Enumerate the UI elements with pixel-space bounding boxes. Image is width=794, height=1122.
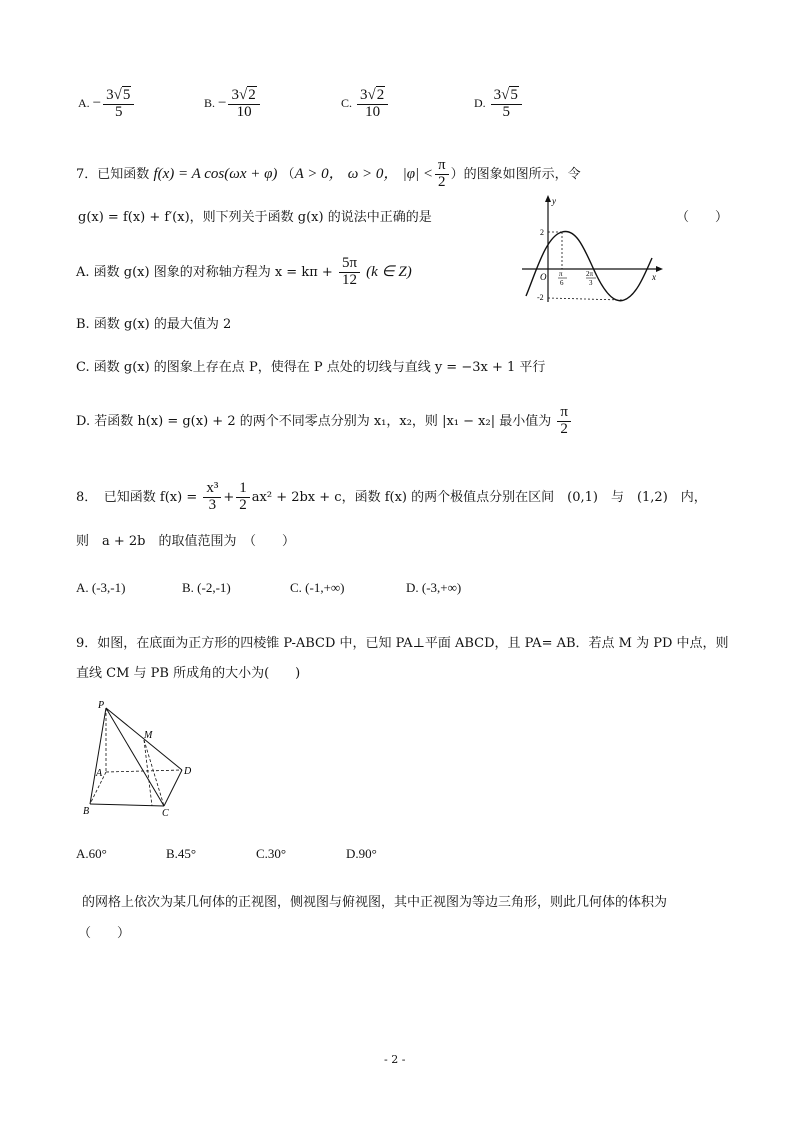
- q8-option-b: B. (-2,-1): [182, 580, 231, 595]
- label-a: A: [96, 768, 103, 779]
- graph-tick2-num: 2π: [586, 270, 594, 278]
- graph-ymax-label: 2: [540, 228, 544, 237]
- q7-option-d: D. 若函数 h(x) = g(x) + 2 的两个不同零点分别为 x₁，x₂，则 |x₁ − x₂| 最小值为 $\frac{\pi}{2}$: [76, 405, 573, 438]
- q9-option-b: B.45°: [166, 846, 197, 861]
- q9-pyramid-figure: [82, 700, 196, 818]
- q8-option-c: C. (-1,+∞): [290, 580, 345, 595]
- q9-stem-line1: 9．如图，在底面为正方形的四棱锥 P-ABCD 中，已知 PA⊥平面 ABCD，且 PA= AB．若点 M 为 PD 中点，则: [76, 636, 729, 651]
- q7-option-b: B. 函数 g(x) 的最大值为 2: [76, 317, 232, 332]
- graph-tick2-den: 3: [589, 279, 593, 287]
- q6-option-a: A. − $\frac{3√5}{5}$: [78, 88, 136, 121]
- q8-option-d: D. (-3,+∞): [406, 580, 462, 595]
- graph-tick1-den: 6: [560, 279, 564, 287]
- q7-option-a: A. 函数 g(x) 图象的对称轴方程为 x = kπ + $\frac{5\pi}{12}$ (k ∈ Z): [76, 255, 412, 288]
- label-p: P: [98, 700, 105, 711]
- q10-stem-line1: 的网格上依次为某几何体的正视图，侧视图与俯视图，其中正视图为等边三角形，则此几何体的体积为: [82, 895, 668, 910]
- label-b: B: [83, 806, 90, 817]
- q6-option-c: C. $\frac{3√2}{10}$: [341, 88, 390, 121]
- label-d: D: [184, 766, 192, 777]
- graph-x-label: x: [652, 272, 656, 282]
- q10-stem-line2: （ ）: [78, 926, 131, 941]
- q7-cosine-graph: [518, 192, 666, 306]
- q7-stem-line2: g(x) = f(x) + f′(x)，则下列关于函数 g(x) 的说法中正确的是: [78, 210, 432, 225]
- q9-stem-line2: 直线 CM 与 PB 所成角的大小为( ): [76, 666, 301, 681]
- graph-ymin-label: -2: [537, 293, 544, 302]
- q6-option-b: B. − $\frac{3√2}{10}$: [204, 88, 262, 121]
- page-number: - 2 -: [384, 1053, 406, 1066]
- q8-option-a: A. (-3,-1): [76, 580, 126, 595]
- q7-stem-line1: 7．已知函数 f(x) = A cos(ωx + φ) （A > 0， ω > 0， |φ| < $\frac{\pi}{2}$ ）的图象如图所示，令: [76, 157, 581, 190]
- graph-tick1-num: π: [559, 270, 563, 278]
- q7-answer-paren: （ ）: [676, 210, 729, 225]
- q9-option-d: D.90°: [346, 846, 377, 861]
- q9-option-a: A.60°: [76, 846, 107, 861]
- q8-stem-line2: 则 a + 2b 的取值范围为 （ ）: [76, 534, 296, 549]
- graph-origin-label: O: [540, 272, 547, 282]
- label-m: M: [144, 730, 153, 741]
- q7-option-c: C. 函数 g(x) 的图象上存在点 P，使得在 P 点处的切线与直线 y = −3x + 1 平行: [76, 360, 546, 375]
- q9-option-c: C.30°: [256, 846, 287, 861]
- label-c: C: [162, 808, 169, 818]
- q6-option-d: D. $\frac{3√5}{5}$: [474, 88, 524, 121]
- graph-y-label: y: [552, 196, 556, 206]
- q8-stem-line1: 8． 已知函数 f(x) = $\frac{\text{x³}}{3}$ + $\frac{1}{2}$ ax² + 2bx + c，函数 f(x) 的两个极值点分别在区间 (0,1) 与 (1,2) 内，: [76, 480, 707, 513]
